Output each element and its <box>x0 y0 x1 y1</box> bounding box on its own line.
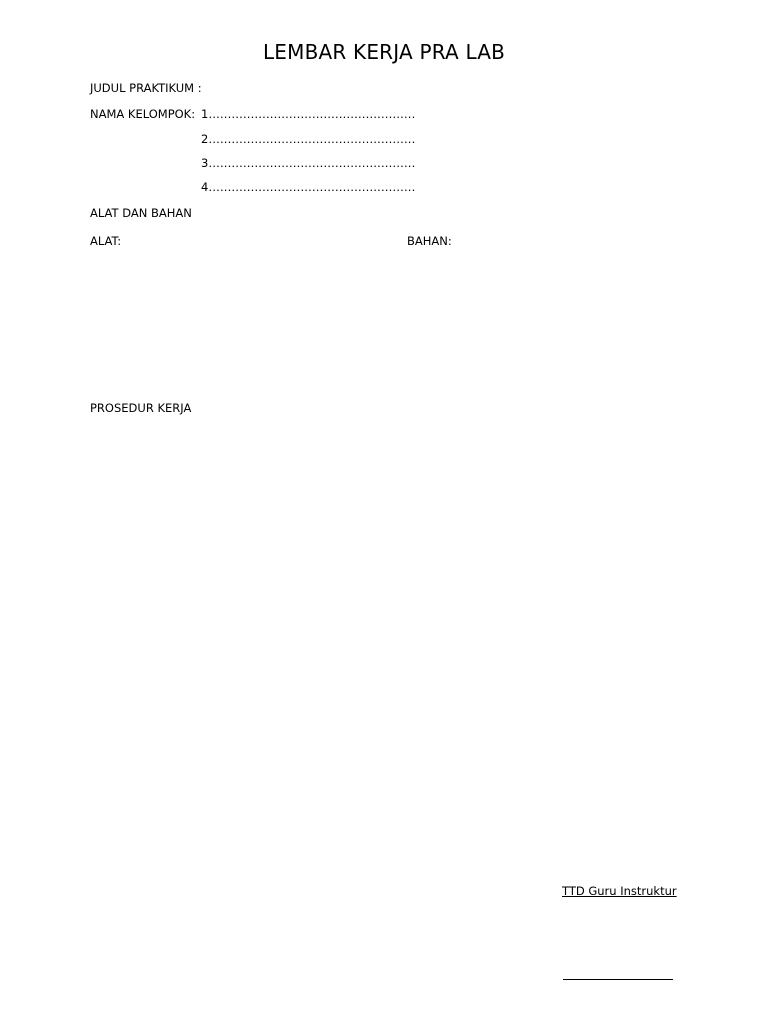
member-line-3: 3……………………………………………… <box>201 156 416 170</box>
page-title: LEMBAR KERJA PRA LAB <box>262 40 506 64</box>
bahan-label: BAHAN: <box>407 234 452 248</box>
member-line-1: 1……………………………………………… <box>201 107 416 121</box>
nama-kelompok-label: NAMA KELOMPOK: <box>90 107 196 121</box>
prosedur-kerja-heading: PROSEDUR KERJA <box>90 401 192 415</box>
member-line-4: 4……………………………………………… <box>201 180 416 194</box>
judul-praktikum-label: JUDUL PRAKTIKUM : <box>90 81 202 95</box>
alat-label: ALAT: <box>90 234 122 248</box>
signature-line <box>563 979 673 980</box>
alat-dan-bahan-heading: ALAT DAN BAHAN <box>90 206 192 220</box>
signature-label: TTD Guru Instruktur <box>562 884 677 898</box>
member-line-2: 2……………………………………………… <box>201 132 416 146</box>
